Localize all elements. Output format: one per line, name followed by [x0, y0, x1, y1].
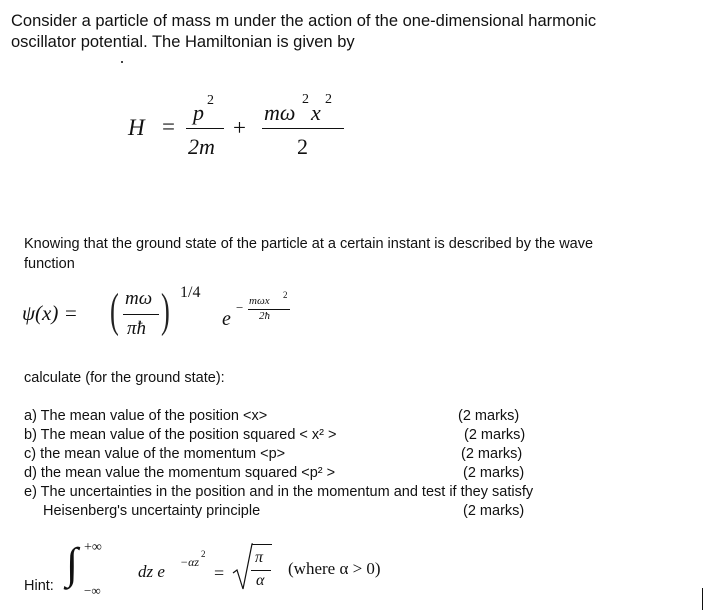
marks-c: (2 marks): [461, 446, 523, 462]
wavefunction-equation: [0, 280, 711, 360]
x-exponent: 2: [325, 92, 332, 107]
question-d: d) the mean value the momentum squared <p² >: [24, 465, 336, 481]
euler-e: e: [222, 308, 231, 330]
exponent-denominator: 2ħ: [259, 310, 270, 322]
question-a: a) The mean value of the position <x>: [24, 408, 268, 424]
knowing-line-2: function: [24, 256, 75, 272]
denominator-2: 2: [297, 134, 308, 159]
momentum-exponent: 2: [207, 93, 214, 108]
hamiltonian-equation: [0, 0, 711, 200]
hint-equals-sign: =: [214, 563, 225, 583]
fraction-bar-1: [186, 128, 224, 129]
hamiltonian-lhs: H: [128, 115, 145, 140]
sqrt-fraction-bar: [251, 570, 271, 571]
knowing-line-1: Knowing that the ground state of the particle at a certain instant is described by the wave: [24, 236, 594, 252]
exponent-numerator-sup: 2: [283, 290, 288, 300]
sqrt-overline: [252, 544, 272, 545]
exponent-numerator: mωx: [249, 295, 270, 307]
hint-label: Hint:: [24, 578, 54, 594]
marks-b: (2 marks): [464, 427, 526, 443]
marks-a: (2 marks): [458, 408, 520, 424]
question-e-continued: Heisenberg's uncertainty principle: [43, 503, 261, 519]
question-b: b) The mean value of the position squared < x² >: [24, 427, 337, 443]
numerator-x: x: [311, 100, 321, 125]
equals-sign: =: [162, 114, 175, 139]
paren-numerator: mω: [125, 288, 153, 309]
numerator-m-omega: mω: [264, 100, 296, 125]
question-c: c) the mean value of the momentum <p>: [24, 446, 286, 462]
right-paren: ): [161, 284, 170, 337]
exponent-minus: −: [236, 300, 244, 315]
paren-fraction-bar: [123, 314, 159, 315]
intro-line-1: Consider a particle of mass m under the action of the one-dimensional harmonic: [11, 12, 597, 30]
intro-line-2: oscillator potential. The Hamiltonian is given by: [11, 33, 355, 51]
paren-denominator: πħ: [127, 318, 147, 339]
sqrt-sign-icon: [231, 543, 253, 593]
calculate-heading: calculate (for the ground state):: [24, 370, 225, 386]
text-cursor: [702, 588, 703, 610]
integrand: dz e: [138, 562, 165, 581]
exponent-quarter: 1/4: [180, 284, 201, 301]
momentum-p: p: [193, 100, 204, 125]
denominator-2m: 2m: [188, 134, 215, 159]
hint-condition: (where α > 0): [288, 559, 381, 578]
integral-sign-icon: ∫: [66, 539, 79, 588]
fraction-bar-2: [262, 128, 344, 129]
integral-lower-limit: −∞: [84, 583, 101, 598]
integrand-exponent: −αz: [180, 555, 200, 569]
question-e: e) The uncertainties in the position and in the momentum and test if they satisfy: [24, 484, 534, 500]
ground-state-text: [24, 234, 694, 274]
plus-sign: +: [233, 115, 246, 140]
sqrt-numerator: π: [255, 549, 264, 566]
hint-equation: [0, 530, 711, 610]
integral-upper-limit: +∞: [84, 540, 102, 555]
sqrt-denominator: α: [256, 572, 265, 589]
left-paren: (: [110, 284, 119, 337]
marks-d: (2 marks): [463, 465, 525, 481]
omega-exponent: 2: [302, 92, 309, 107]
psi-lhs: ψ(x) =: [22, 301, 78, 325]
marks-e: (2 marks): [463, 503, 525, 519]
integrand-exponent-sup: 2: [201, 549, 206, 559]
